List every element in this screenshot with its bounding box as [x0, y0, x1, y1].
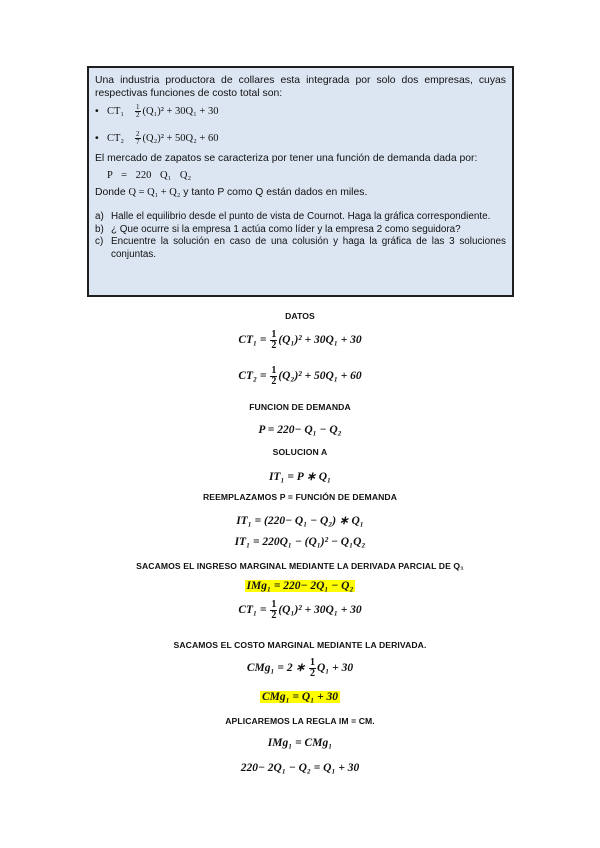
equation-ct2: CT₂ = $\frac{1}{2}$ (Q₂)² + 50Q₁ + 60 — [238, 365, 362, 387]
equation-final: 220− 2Q₁ − Q₂ = Q₁ + 30 — [240, 762, 360, 774]
marginal-cost-heading: SACAMOS EL COSTO MARGINAL MEDIANTE LA DERIVADA. — [173, 640, 427, 650]
demand-function: P = 220 Q₁ Q₂ — [107, 170, 192, 181]
equation-rule: IMg₁ = CMg₁ — [267, 737, 333, 749]
equation-cmg1-highlighted: CMg₁ = Q₁ + 30 — [261, 691, 339, 703]
cost-function-2 — [95, 131, 506, 146]
solution-a-heading: SOLUCION A — [272, 447, 328, 457]
rule-heading: APLICAREMOS LA REGLA IM = CM. — [225, 716, 375, 726]
fraction: $\frac{1}{2}$ — [136, 103, 140, 119]
substitution-heading: REEMPLAZAMOS P = FUNCIÓN DE DEMANDA — [202, 492, 398, 502]
equation-ct1-repeat: CT₁ = $\frac{1}{2}$ (Q₁)² + 30Q₁ + 30 — [238, 599, 362, 621]
equation-cmg-derivative: CMg₁ = 2 ∗ $\frac{1}{2}$ Q₁ + 30 — [246, 657, 354, 679]
cost-expr-1: (Q₁)² + 30Q₁ + 30 — [142, 106, 219, 117]
fraction: $\frac{2}{7}$ — [136, 130, 140, 146]
question-item: a) Halle el equilibrio desde el punto de vista de Cournot. Haga la gráfica correspondiente. — [95, 211, 491, 222]
equation-it1-substituted: IT₁ = (220− Q₁ − Q₂) ∗ Q₁ — [236, 515, 364, 527]
question-item: b) ¿ Que ocurre si la empresa 1 actúa como líder y la empresa 2 como seguidora? — [95, 223, 461, 235]
cost-label-1: CT₁ — [107, 106, 125, 117]
marginal-revenue-heading: SACAMOS EL INGRESO MARGINAL MEDIANTE LA DERIVADA PARCIAL DE Q₁ — [136, 561, 464, 571]
equation-demand: P = 220− Q₁ − Q₂ — [258, 424, 342, 436]
variables-note: Donde Q = Q₁ + Q₂ y tanto P como Q están dados en miles. — [95, 187, 368, 198]
problem-statement-box — [87, 66, 514, 297]
bullet: • — [95, 105, 99, 117]
cost-expr-2: (Q₂)² + 50Q₂ + 60 — [142, 133, 219, 144]
cost-function-1 — [95, 104, 506, 119]
question-list — [95, 211, 506, 261]
equation-ct1: CT₁ = $\frac{1}{2}$ (Q₁)² + 30Q₁ + 30 — [238, 329, 362, 351]
bullet: • — [95, 132, 99, 144]
datos-heading: DATOS — [285, 311, 315, 321]
question-item: c) Encuentre la solución en caso de una colusión y haga la gráfica de las 3 soluciones conjuntas. — [95, 236, 506, 260]
equation-it1-expanded: IT₁ = 220Q₁ − (Q₁)² − Q₁Q₂ — [234, 536, 366, 548]
equation-it1: IT₁ = P ∗ Q₁ — [268, 471, 332, 483]
problem-intro: Una industria productora de collares esta integrada por solo dos empresas, cuyas respectivas funciones de costo total son: — [95, 75, 506, 99]
cost-label-2: CT₂ — [107, 133, 125, 144]
equation-img1-highlighted: IMg₁ = 220− 2Q₁ − Q₂ — [246, 580, 354, 592]
market-description: El mercado de zapatos se caracteriza por tener una función de demanda dada por: — [95, 153, 478, 164]
demand-heading: FUNCION DE DEMANDA — [249, 402, 351, 412]
